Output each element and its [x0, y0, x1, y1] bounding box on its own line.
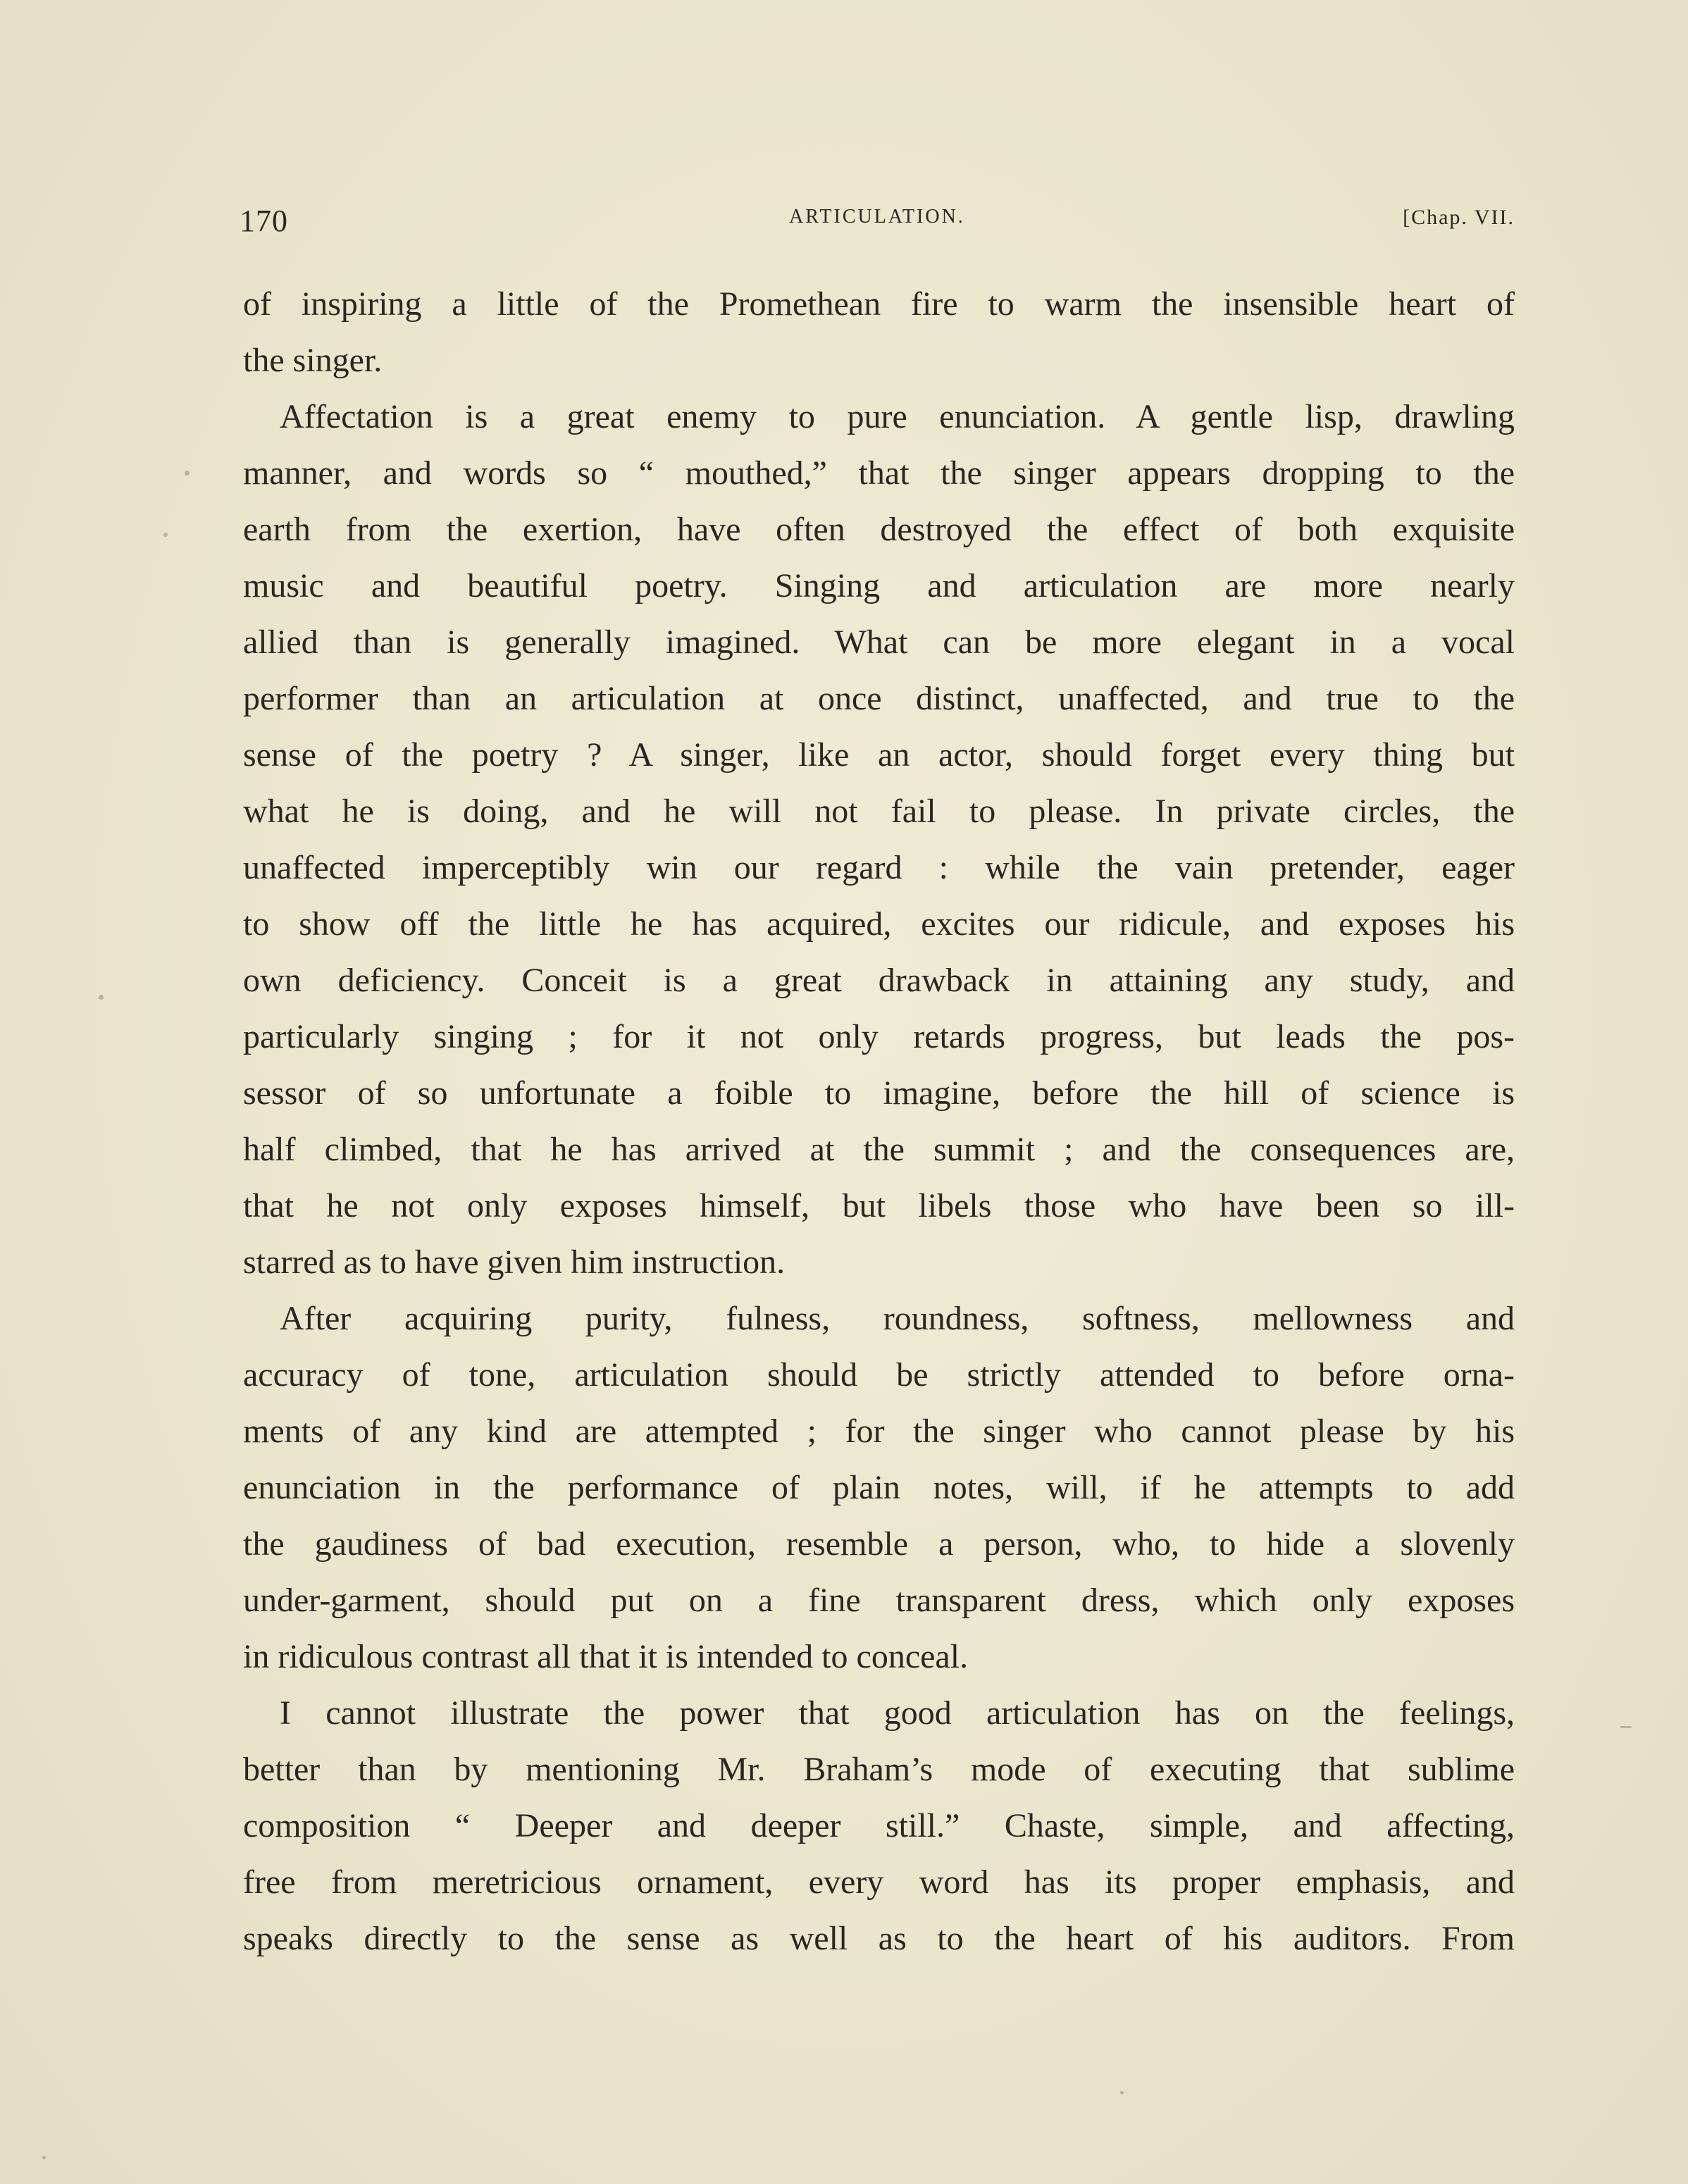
text-line: Affectation is a great enemy to pure enunciation. A gentle lisp, drawling — [280, 398, 1515, 435]
paper-speck — [42, 2156, 46, 2159]
text-line: allied than is generally imagined. What can be more elegant in a vocal — [243, 623, 1515, 661]
running-head — [240, 203, 1515, 245]
paper-speck — [99, 995, 104, 1000]
text-line: manner, and words so “ mouthed,” that the singer appears dropping to the — [243, 454, 1515, 492]
text-line: under-garment, should put on a fine transparent dress, which only exposes — [243, 1582, 1515, 1619]
text-line: After acquiring purity, fulness, roundness, softness, mellowness and — [280, 1300, 1515, 1337]
text-line: sense of the poetry ? A singer, like an actor, should forget every thing but — [243, 736, 1515, 774]
paragraph-2 — [243, 389, 1515, 1291]
text-line: the singer. — [243, 342, 383, 379]
text-line: composition “ Deeper and deeper still.” Chaste, simple, and affecting, — [243, 1807, 1515, 1844]
text-line: own deficiency. Conceit is a great drawback in attaining any study, and — [243, 962, 1515, 999]
text-line: sessor of so unfortunate a foible to imagine, before the hill of science is — [243, 1074, 1515, 1112]
paragraph-1 — [243, 276, 1515, 389]
paper-speck — [163, 533, 168, 537]
text-line: of inspiring a little of the Promethean fire to warm the insensible heart of — [243, 285, 1515, 323]
text-line: music and beautiful poetry. Singing and articulation are more nearly — [243, 567, 1515, 604]
text-line: particularly singing ; for it not only retards progress, but leads the pos- — [243, 1018, 1515, 1055]
text-line: that he not only exposes himself, but libels those who have been so ill- — [243, 1187, 1515, 1224]
text-line: ments of any kind are attempted ; for the singer who cannot please by his — [243, 1413, 1515, 1450]
text-line: unaffected imperceptibly win our regard : while the vain pretender, eager — [243, 849, 1515, 886]
text-line: to show off the little he has acquired, excites our ridicule, and exposes his — [243, 905, 1515, 943]
text-line: earth from the exertion, have often destroyed the effect of both exquisite — [243, 511, 1515, 548]
text-line: I cannot illustrate the power that good articulation has on the feelings, — [280, 1694, 1515, 1732]
text-line: what he is doing, and he will not fail to please. In private circles, the — [243, 793, 1515, 830]
text-line: starred as to have given him instruction. — [243, 1243, 786, 1281]
paper-speck — [185, 471, 190, 476]
body-text — [243, 276, 1515, 1967]
paragraph-3 — [243, 1291, 1515, 1685]
paper-speck — [1620, 1726, 1632, 1728]
text-line: the gaudiness of bad execution, resemble a person, who, to hide a slovenly — [243, 1525, 1515, 1563]
text-line: enunciation in the performance of plain notes, will, if he attempts to add — [243, 1469, 1515, 1506]
text-line: speaks directly to the sense as well as to the heart of his auditors. From — [243, 1920, 1515, 1957]
text-line: better than by mentioning Mr. Braham’s mode of executing that sublime — [243, 1751, 1515, 1788]
text-line: accuracy of tone, articulation should be strictly attended to before orna- — [243, 1356, 1515, 1394]
text-line: performer than an articulation at once distinct, unaffected, and true to the — [243, 680, 1515, 717]
chapter-label: [Chap. VII. — [1403, 206, 1515, 229]
paper-speck — [1120, 2091, 1124, 2095]
paragraph-4 — [243, 1685, 1515, 1967]
text-line: in ridiculous contrast all that it is intended to conceal. — [243, 1638, 969, 1675]
page-number: 170 — [240, 204, 288, 238]
text-line: free from meretricious ornament, every word has its proper emphasis, and — [243, 1863, 1515, 1901]
running-title: ARTICULATION. — [789, 206, 965, 228]
text-line: half climbed, that he has arrived at the summit ; and the consequences are, — [243, 1131, 1515, 1168]
